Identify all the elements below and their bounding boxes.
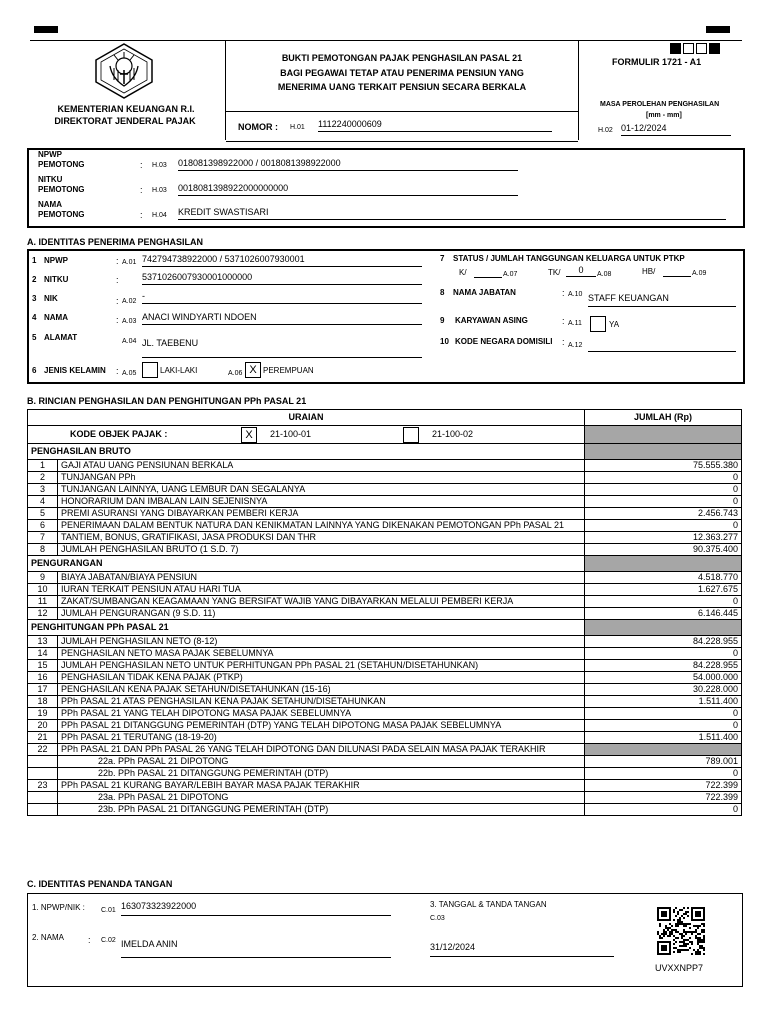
form-title-line1: BUKTI PEMOTONGAN PAJAK PENGHASILAN PASAL 21 — [281, 53, 523, 63]
row-number: 4 — [28, 496, 58, 508]
row-amount[interactable]: 0 — [585, 520, 742, 532]
section-b-title: B. RINCIAN PENGHASILAN DAN PENGHITUNGAN PPh PASAL 21 — [27, 396, 307, 406]
row-description: TUNJANGAN LAINNYA, UANG LEMBUR DAN SEGALANYA — [58, 484, 585, 496]
nama-pemotong-value[interactable]: KREDIT SWASTISARI — [178, 207, 726, 220]
row-number: 3 — [28, 484, 58, 496]
row-amount[interactable]: 84.228.955 — [585, 660, 742, 672]
a5-value[interactable]: JL. TAEBENU — [142, 337, 422, 358]
perempuan-label: PEREMPUAN — [263, 366, 314, 375]
row-description: TUNJANGAN PPh — [58, 472, 585, 484]
row-amount[interactable]: 12.363.277 — [585, 532, 742, 544]
masa-format: [mm - mm] — [646, 112, 682, 119]
table-row — [28, 696, 742, 708]
row-amount[interactable]: 0 — [585, 496, 742, 508]
row-description: JUMLAH PENGHASILAN BRUTO (1 S.D. 7) — [58, 544, 585, 556]
masa-label: MASA PEROLEHAN PENGHASILAN — [600, 101, 720, 108]
row-description: 22b. PPh PASAL 21 DITANGGUNG PEMERINTAH (DTP) — [58, 768, 585, 780]
kode-21-100-02-checkbox[interactable] — [403, 427, 419, 443]
row-number: 13 — [28, 636, 58, 648]
a4-value[interactable]: ANACI WINDYARTI NDOEN — [142, 312, 422, 325]
row-amount[interactable]: 0 — [585, 768, 742, 780]
section-penghitungan-pph: PENGHITUNGAN PPh PASAL 21 — [28, 620, 585, 636]
table-row — [28, 532, 742, 544]
row-amount[interactable]: 0 — [585, 484, 742, 496]
row-number — [28, 792, 58, 804]
section-c-title: C. IDENTITAS PENANDA TANGAN — [27, 879, 173, 889]
a7-label: STATUS / JUMLAH TANGGUNGAN KELUARGA UNTUK PTKP — [453, 254, 685, 263]
table-row — [28, 672, 742, 684]
nitku-pemotong-value[interactable]: 0018081398922000000000 — [178, 183, 518, 196]
table-row — [28, 496, 742, 508]
kode-21-100-01-label: 21-100-01 — [270, 429, 312, 439]
row-number: 15 — [28, 660, 58, 672]
row-amount[interactable]: 0 — [585, 648, 742, 660]
row-amount[interactable]: 1.511.400 — [585, 732, 742, 744]
a6-label: JENIS KELAMIN — [44, 366, 106, 375]
row-number — [28, 768, 58, 780]
table-row — [28, 756, 742, 768]
row-description: PENERIMAAN DALAM BENTUK NATURA DAN KENIKMATAN LAINNYA YANG DIKENAKAN PEMOTONGAN PPh PASAL 21 — [58, 520, 585, 532]
masa-code: H.02 — [598, 127, 613, 134]
colon: : — [116, 315, 119, 325]
table-row — [28, 744, 742, 756]
row-description: 23b. PPh PASAL 21 DITANGGUNG PEMERINTAH (DTP) — [58, 804, 585, 816]
tk-value[interactable]: 0 — [566, 265, 596, 277]
colon: : — [140, 210, 143, 220]
a9-label: KARYAWAN ASING — [455, 316, 528, 325]
corner-mark-right — [706, 26, 730, 33]
row-description: TANTIEM, BONUS, GRATIFIKASI, JASA PRODUKSI DAN THR — [58, 532, 585, 544]
a4-label: NAMA — [44, 313, 68, 322]
colon: : — [116, 256, 119, 266]
row-number: 20 — [28, 720, 58, 732]
laki-laki-checkbox[interactable] — [142, 362, 158, 378]
nomor-value[interactable]: 1112240000609 — [318, 119, 552, 132]
row-description: PPh PASAL 21 TERUTANG (18-19-20) — [58, 732, 585, 744]
a1-code: A.01 — [122, 259, 137, 266]
k-code: A.07 — [503, 271, 518, 278]
row-amount[interactable]: 84.228.955 — [585, 636, 742, 648]
row-number — [28, 804, 58, 816]
a10-code: A.12 — [568, 342, 583, 349]
table-row — [28, 460, 742, 472]
nomor-code: H.01 — [290, 124, 305, 131]
karyawan-asing-ya-label: YA — [609, 320, 620, 329]
table-row — [28, 472, 742, 484]
row-amount[interactable]: 54.000.000 — [585, 672, 742, 684]
table-row — [28, 720, 742, 732]
a10-value[interactable] — [588, 339, 736, 352]
row-number: 17 — [28, 684, 58, 696]
k-value[interactable] — [474, 266, 502, 278]
row-number: 14 — [28, 648, 58, 660]
a6-code-perempuan: A.06 — [228, 370, 243, 377]
nitku-pemotong-label: NITKU PEMOTONG — [38, 175, 85, 194]
a2-no: 2 — [32, 275, 37, 284]
section-penghasilan-bruto: PENGHASILAN BRUTO — [28, 444, 585, 460]
colon: : — [140, 185, 143, 195]
npwp-pemotong-code: H.03 — [152, 162, 167, 169]
row-number: 18 — [28, 696, 58, 708]
verification-code: UVXXNPP7 — [655, 963, 704, 973]
a10-no: 10 — [440, 337, 449, 346]
row-number: 16 — [28, 672, 58, 684]
row-number: 21 — [28, 732, 58, 744]
row-number: 6 — [28, 520, 58, 532]
row-description: PPh PASAL 21 YANG TELAH DIPOTONG MASA PAJAK SEBELUMNYA — [58, 708, 585, 720]
row-number — [28, 756, 58, 768]
c2-code: C.02 — [101, 937, 116, 944]
a2-value[interactable]: 5371026007930001000000 — [142, 272, 422, 285]
c2-label: 2. NAMA — [32, 933, 65, 942]
a3-label: NIK — [44, 294, 58, 303]
form-name: FORMULIR 1721 - A1 — [612, 57, 702, 67]
table-row — [28, 660, 742, 672]
table-row — [28, 544, 742, 556]
kode-objek-label: KODE OBJEK PAJAK : — [70, 429, 168, 439]
a6-no: 6 — [32, 366, 37, 375]
table-row — [28, 572, 742, 584]
a5-label: ALAMAT — [44, 333, 78, 342]
row-amount[interactable]: 75.555.380 — [585, 460, 742, 472]
tk-label: TK/ — [548, 268, 561, 277]
row-description: PENGHASILAN TIDAK KENA PAJAK (PTKP) — [58, 672, 585, 684]
row-amount[interactable]: 0 — [585, 472, 742, 484]
kode-objek-amount-cell — [585, 426, 742, 444]
nama-pemotong-label: NAMA PEMOTONG — [38, 200, 85, 219]
row-number: 8 — [28, 544, 58, 556]
row-amount[interactable]: 1.627.675 — [585, 584, 742, 596]
row-description: PPh PASAL 21 ATAS PENGHASILAN KENA PAJAK SETAHUN/DISETAHUNKAN — [58, 696, 585, 708]
colon: : — [116, 296, 119, 306]
row-number: 23 — [28, 780, 58, 792]
table-row — [28, 792, 742, 804]
a9-code: A.11 — [568, 320, 582, 327]
row-amount[interactable]: 30.228.000 — [585, 684, 742, 696]
row-amount[interactable]: 789.001 — [585, 756, 742, 768]
ministry-name: KEMENTERIAN KEUANGAN R.I. — [57, 104, 195, 114]
a3-no: 3 — [32, 294, 37, 303]
row-number: 2 — [28, 472, 58, 484]
row-amount[interactable]: 2.456.743 — [585, 508, 742, 520]
tk-code: A.08 — [597, 271, 612, 278]
row-description: PENGHASILAN KENA PAJAK SETAHUN/DISETAHUNKAN (15-16) — [58, 684, 585, 696]
row-amount[interactable]: 90.375.400 — [585, 544, 742, 556]
colon: : — [562, 288, 565, 298]
row-number: 9 — [28, 572, 58, 584]
npwp-pemotong-label: NPWP PEMOTONG — [38, 150, 85, 169]
colon: : — [562, 337, 565, 347]
a5-no: 5 — [32, 333, 37, 342]
header-divider-right — [578, 40, 579, 140]
header-divider-top — [30, 40, 742, 41]
colon: : — [562, 316, 565, 326]
a1-no: 1 — [32, 256, 37, 265]
table-row — [28, 508, 742, 520]
table-row — [28, 684, 742, 696]
section-a-title: A. IDENTITAS PENERIMA PENGHASILAN — [27, 237, 204, 247]
income-table — [27, 409, 742, 816]
c1-value[interactable]: 163073323922000 — [121, 901, 391, 916]
colon: : — [140, 160, 143, 170]
row-number: 22 — [28, 744, 58, 756]
row-amount[interactable]: 0 — [585, 708, 742, 720]
row-number: 12 — [28, 608, 58, 620]
a1-value[interactable]: 742794738922000 / 5371026007930001 — [142, 254, 422, 267]
row-description: PENGHASILAN NETO MASA PAJAK SEBELUMNYA — [58, 648, 585, 660]
table-row — [28, 804, 742, 816]
col-uraian-header: URAIAN — [28, 410, 585, 426]
a8-code: A.10 — [568, 291, 583, 298]
table-row — [28, 732, 742, 744]
corner-mark-left — [34, 26, 58, 33]
a4-no: 4 — [32, 313, 37, 322]
hb-value[interactable] — [663, 265, 691, 277]
perempuan-checkbox[interactable]: X — [245, 362, 261, 378]
row-description: JUMLAH PENGURANGAN (9 S.D. 11) — [58, 608, 585, 620]
row-amount[interactable]: 0 — [585, 596, 742, 608]
laki-laki-label: LAKI-LAKI — [160, 366, 198, 375]
row-description: IURAN TERKAIT PENSIUN ATAU HARI TUA — [58, 584, 585, 596]
row-description: 23a. PPh PASAL 21 DIPOTONG — [58, 792, 585, 804]
row-description: PPh PASAL 21 KURANG BAYAR/LEBIH BAYAR MASA PAJAK TERAKHIR — [58, 780, 585, 792]
a1-label: NPWP — [44, 256, 68, 265]
row-amount[interactable]: 1.511.400 — [585, 696, 742, 708]
c2-value[interactable]: IMELDA ANIN — [121, 939, 391, 958]
kode-objek-row — [28, 426, 742, 444]
table-row — [28, 520, 742, 532]
section-pengurangan: PENGURANGAN — [28, 556, 585, 572]
table-row — [28, 768, 742, 780]
a8-value[interactable]: STAFF KEUANGAN — [588, 293, 736, 307]
table-row — [28, 648, 742, 660]
row-description: GAJI ATAU UANG PENSIUNAN BERKALA — [58, 460, 585, 472]
row-description: 22a. PPh PASAL 21 DIPOTONG — [58, 756, 585, 768]
table-row — [28, 596, 742, 608]
row-description: PREMI ASURANSI YANG DIBAYARKAN PEMBERI KERJA — [58, 508, 585, 520]
c2-colon: : — [88, 935, 91, 945]
ministry-logo-icon — [92, 42, 156, 100]
hb-label: HB/ — [642, 267, 656, 276]
row-description: JUMLAH PENGHASILAN NETO UNTUK PERHITUNGAN PPh PASAL 21 (SETAHUN/DISETAHUNKAN) — [58, 660, 585, 672]
qr-code-icon — [657, 907, 705, 955]
row-amount[interactable]: 722.399 — [585, 780, 742, 792]
table-row — [28, 608, 742, 620]
directorate-name: DIREKTORAT JENDERAL PAJAK — [54, 116, 196, 126]
hb-code: A.09 — [692, 270, 707, 277]
table-row — [28, 780, 742, 792]
section-bruto-amount-cell — [585, 444, 742, 460]
a3-code: A.02 — [122, 298, 137, 305]
col-jumlah-header: JUMLAH (Rp) — [585, 410, 742, 426]
row-amount[interactable]: 722.399 — [585, 792, 742, 804]
a10-label: KODE NEGARA DOMISILI — [455, 337, 553, 346]
row-amount[interactable]: 0 — [585, 720, 742, 732]
kode-21-100-02-label: 21-100-02 — [432, 429, 474, 439]
table-row — [28, 708, 742, 720]
nama-pemotong-code: H.04 — [152, 212, 167, 219]
karyawan-asing-checkbox[interactable] — [590, 316, 606, 332]
a2-label: NITKU — [44, 275, 69, 284]
row-description: PPh PASAL 21 DAN PPh PASAL 26 YANG TELAH DIPOTONG DAN DILUNASI PADA SELAIN MASA PAJAK TERAKHIR — [58, 744, 585, 756]
row-number: 7 — [28, 532, 58, 544]
section-amount-cell — [585, 556, 742, 572]
row-number: 10 — [28, 584, 58, 596]
c1-code: C.01 — [101, 907, 116, 914]
a8-label: NAMA JABATAN — [453, 288, 516, 297]
row-description: HONORARIUM DAN IMBALAN LAIN SEJENISNYA — [58, 496, 585, 508]
row-number: 1 — [28, 460, 58, 472]
row-amount[interactable] — [585, 744, 742, 756]
a3-value[interactable]: - — [142, 291, 422, 304]
section-row — [28, 620, 742, 636]
a9-no: 9 — [440, 316, 445, 325]
row-amount[interactable]: 0 — [585, 804, 742, 816]
form-title-line3: MENERIMA UANG TERKAIT PENSIUN SECARA BERKALA — [277, 82, 527, 92]
a5-code: A.04 — [122, 338, 137, 345]
section-amount-cell — [585, 620, 742, 636]
masa-value[interactable]: 01-12/2024 — [621, 123, 731, 136]
row-number: 19 — [28, 708, 58, 720]
c3-label: 3. TANGGAL & TANDA TANGAN — [430, 900, 547, 909]
row-description: ZAKAT/SUMBANGAN KEAGAMAAN YANG BERSIFAT WAJIB YANG DIBAYARKAN MELALUI PEMBERI KERJA — [58, 596, 585, 608]
a6-code-laki: A.05 — [122, 370, 137, 377]
npwp-pemotong-value[interactable]: 018081398922000 / 0018081398922000 — [178, 158, 518, 171]
row-amount[interactable]: 4.518.770 — [585, 572, 742, 584]
row-number: 5 — [28, 508, 58, 520]
section-row — [28, 556, 742, 572]
row-description: BIAYA JABATAN/BIAYA PENSIUN — [58, 572, 585, 584]
c1-label: 1. NPWP/NIK : — [32, 903, 85, 912]
c3-code: C.03 — [430, 915, 445, 922]
k-label: K/ — [459, 268, 467, 277]
form-title-line2: BAGI PEGAWAI TETAP ATAU PENERIMA PENSIUN YANG — [280, 68, 524, 78]
kode-21-100-01-checkbox[interactable]: X — [241, 427, 257, 443]
colon: : — [116, 275, 119, 285]
row-amount[interactable]: 6.146.445 — [585, 608, 742, 620]
table-row — [28, 636, 742, 648]
table-row — [28, 584, 742, 596]
table-row — [28, 484, 742, 496]
row-description: JUMLAH PENGHASILAN NETO (8-12) — [58, 636, 585, 648]
row-description: PPh PASAL 21 DITANGGUNG PEMERINTAH (DTP) YANG TELAH DIPOTONG MASA PAJAK SEBELUMNYA — [58, 720, 585, 732]
nomor-label: NOMOR : — [238, 122, 278, 132]
c3-value[interactable]: 31/12/2024 — [430, 942, 614, 957]
a4-code: A.03 — [122, 318, 137, 325]
a7-no: 7 — [440, 254, 445, 263]
nitku-pemotong-code: H.03 — [152, 187, 167, 194]
a8-no: 8 — [440, 288, 445, 297]
colon: : — [116, 366, 119, 376]
row-number: 11 — [28, 596, 58, 608]
